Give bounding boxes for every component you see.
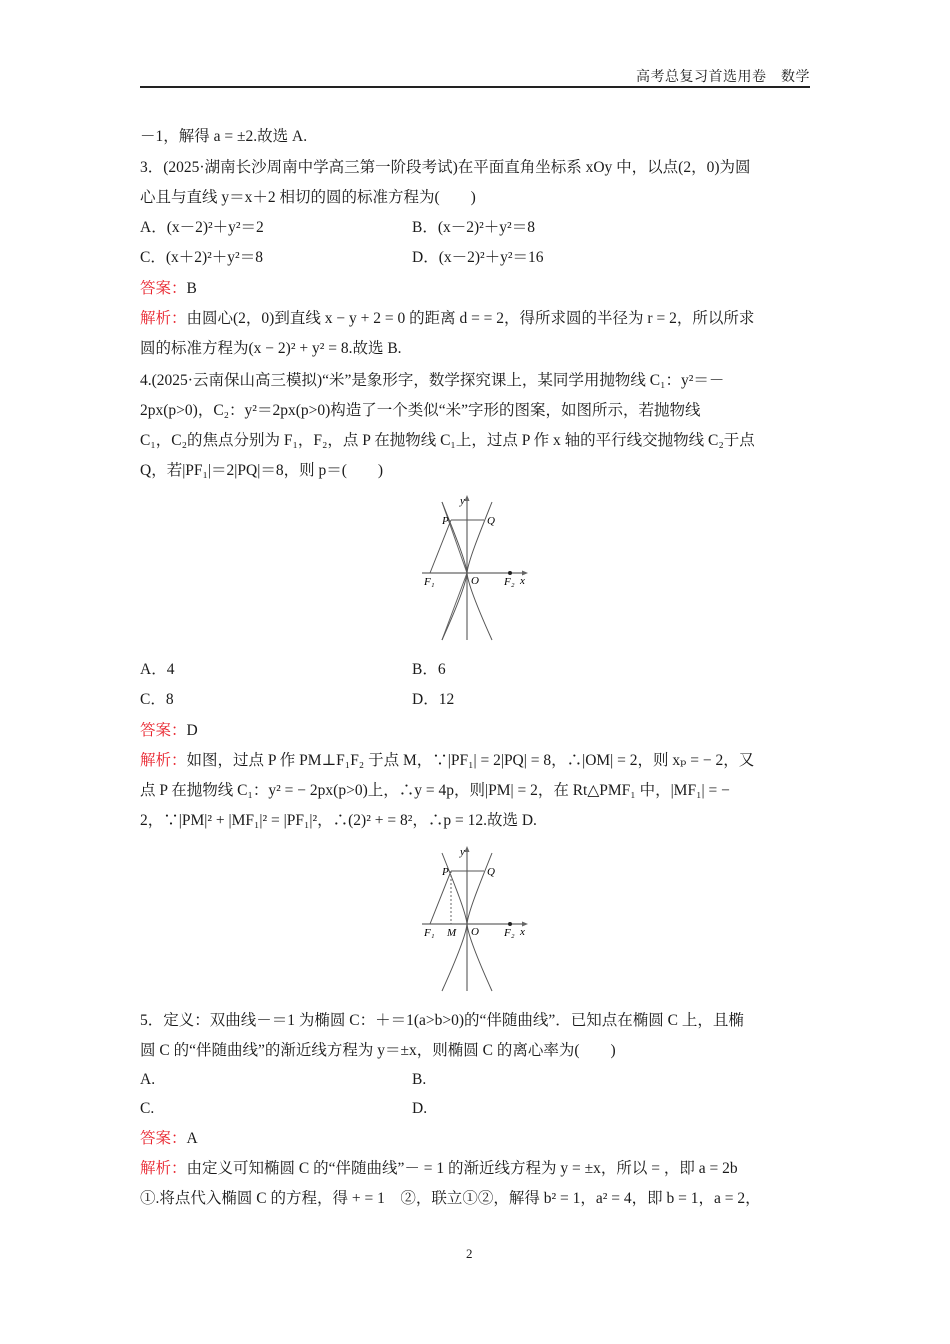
question-4-text: 4.(2025·云南保山高三模拟)“米”是象形字，数学探究课上，某同学用抛物线 C₁：y²＝－ xyxy=(140,372,725,389)
q4-option-b: B．6 xyxy=(412,661,446,678)
label-P: P xyxy=(442,866,449,878)
question-4-text: C₁，C₂的焦点分别为 F₁，F₂，点 P 在抛物线 C₁上，过点 P 作 x 轴的平行线交抛物线 C₂于点 xyxy=(140,432,755,449)
explanation-label: 解析： xyxy=(140,1160,187,1177)
q4-explanation-cont: 点 P 在抛物线 C₁：y² = − 2px(p>0)上，∴y = 4p，则|PM| = 2，在 Rt△PMF₁ 中，|MF₁| = − xyxy=(140,782,730,799)
answer-label: 答案： xyxy=(140,1130,187,1147)
q3-answer xyxy=(140,279,812,299)
answer-value: A xyxy=(186,1130,198,1147)
q5-option-c: C. xyxy=(140,1100,155,1117)
answer-label: 答案： xyxy=(140,280,187,297)
q5-explanation xyxy=(140,1159,812,1179)
q3-option-c: C．(x＋2)²＋y²＝8 xyxy=(140,249,263,266)
label-y: y xyxy=(460,495,465,507)
q5-option-a: A. xyxy=(140,1071,156,1088)
question-5-text: 圆 C 的“伴随曲线”的渐近线方程为 y＝±x，则椭圆 C 的离心率为( ) xyxy=(140,1042,616,1059)
explanation-label: 解析： xyxy=(140,752,187,769)
q3-explanation-cont: 圆的标准方程为(x − 2)² + y² = 8.故选 B. xyxy=(140,340,402,357)
label-O: O xyxy=(471,575,479,587)
label-F2: F₂ xyxy=(504,576,515,588)
label-M: M xyxy=(447,927,457,939)
q3-explanation xyxy=(140,309,812,329)
label-Q: Q xyxy=(487,866,495,878)
question-5-text: 5．定义：双曲线－＝1 为椭圆 C：＋＝1(a>b>0)的“伴随曲线”．已知点在椭圆 C 上，且椭 xyxy=(140,1012,744,1029)
explanation-text: 如图，过点 P 作 PM⊥F₁F₂ 于点 M，∵|PF₁| = 2|PQ| = 8，∴|OM| = 2，则 xₚ = − 2，又 xyxy=(186,752,755,769)
q4-option-c: C．8 xyxy=(140,691,174,708)
parabola-figure-2 xyxy=(418,843,533,993)
label-x: x xyxy=(520,926,525,938)
page-number: 2 xyxy=(466,1246,473,1261)
q3-option-a: A．(x－2)²＋y²＝2 xyxy=(140,219,264,236)
label-P: P xyxy=(442,515,449,527)
explanation-text: 由定义可知椭圆 C 的“伴随曲线”－ = 1 的渐近线方程为 y = ±x，所以 = ，即 a = 2b xyxy=(186,1160,738,1177)
q4-answer xyxy=(140,721,812,741)
q5-option-d: D. xyxy=(412,1100,428,1117)
q4-explanation-cont: 2，∵|PM|² + |MF₁|² = |PF₁|²，∴(2)² + = 8²，∴p = 12.故选 D. xyxy=(140,812,537,829)
text-line: －1，解得 a = ±2.故选 A. xyxy=(140,128,308,145)
parabola-figure-1 xyxy=(418,492,533,642)
label-O: O xyxy=(471,926,479,938)
label-y: y xyxy=(460,846,465,858)
question-3-text: 心且与直线 y＝x＋2 相切的圆的标准方程为( ) xyxy=(140,189,476,206)
label-Q: Q xyxy=(487,515,495,527)
answer-label: 答案： xyxy=(140,722,187,739)
question-3-text: 3．(2025·湖南长沙周南中学高三第一阶段考试)在平面直角坐标系 xOy 中，以点(2，0)为圆 xyxy=(140,159,751,176)
question-4-text: 2px(p>0)，C₂：y²＝2px(p>0)构造了一个类似“米”字形的图案，如图所示，若抛物线 xyxy=(140,402,701,419)
q5-answer xyxy=(140,1129,812,1149)
label-F1: F₁ xyxy=(424,576,435,588)
q5-explanation-cont: ①.将点代入椭圆 C 的方程，得 + = 1 ②，联立①②，解得 b² = 1，a² = 4，即 b = 1，a = 2， xyxy=(140,1190,761,1207)
q4-option-a: A．4 xyxy=(140,661,175,678)
header-title: 高考总复习首选用卷 数学 xyxy=(636,70,810,85)
q5-option-b: B. xyxy=(412,1071,427,1088)
label-x: x xyxy=(520,575,525,587)
q3-option-b: B．(x－2)²＋y²＝8 xyxy=(412,219,535,236)
label-F2: F₂ xyxy=(504,927,515,939)
page-header xyxy=(140,62,810,88)
explanation-text: 由圆心(2，0)到直线 x − y + 2 = 0 的距离 d = = 2，得所求圆的半径为 r = 2，所以所求 xyxy=(186,310,755,327)
label-F1: F₁ xyxy=(424,927,435,939)
explanation-label: 解析： xyxy=(140,310,187,327)
q3-option-d: D．(x－2)²＋y²＝16 xyxy=(412,249,544,266)
q4-explanation xyxy=(140,751,812,771)
answer-value: B xyxy=(186,280,197,297)
answer-value: D xyxy=(186,722,198,739)
question-4-text: Q，若|PF₁|＝2|PQ|＝8，则 p＝( ) xyxy=(140,462,384,479)
q4-option-d: D．12 xyxy=(412,691,455,708)
